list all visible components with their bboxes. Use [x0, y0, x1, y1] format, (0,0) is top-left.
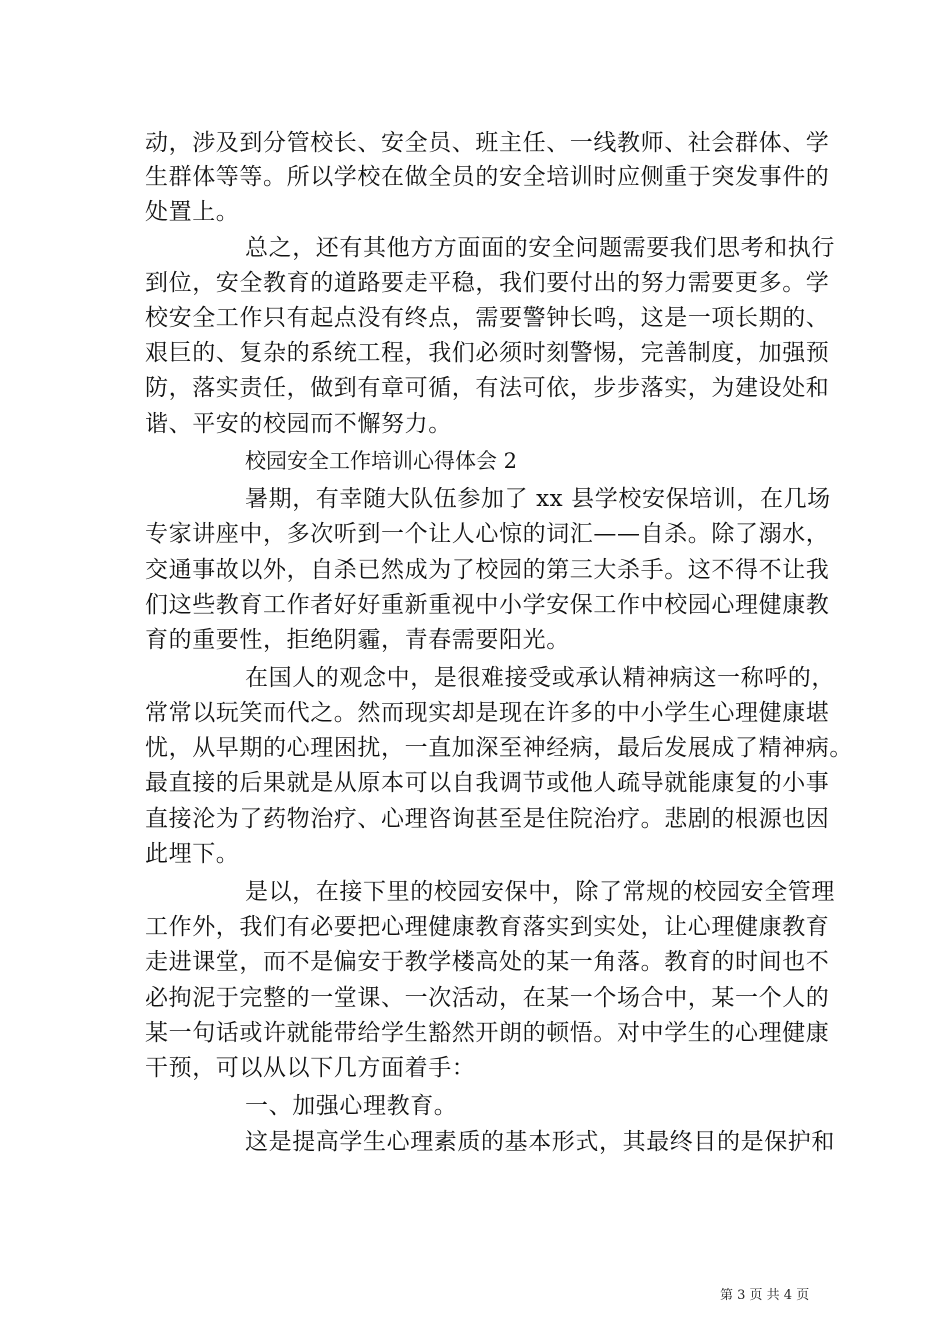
- body-text-line: 走进课堂，而不是偏安于教学楼高处的某一角落。教育的时间也不: [145, 949, 830, 975]
- body-text-line: 谐、平安的校园而不懈努力。: [145, 411, 452, 437]
- body-text-line: 校安全工作只有起点没有终点，需要警钟长鸣，这是一项长期的、: [145, 305, 830, 331]
- body-text-line: 工作外，我们有必要把心理健康教育落实到实处，让心理健康教育: [145, 914, 830, 940]
- body-text-line: 最直接的后果就是从原本可以自我调节或他人疏导就能康复的小事: [145, 770, 830, 796]
- paragraph-start-line: 总之，还有其他方方面面的安全问题需要我们思考和执行: [245, 235, 835, 261]
- body-text-line: 此埋下。: [145, 841, 240, 867]
- paragraph-start-line: 是以，在接下里的校园安保中，除了常规的校园安全管理: [245, 879, 835, 905]
- body-text-line: 某一句话或许就能带给学生豁然开朗的顿悟。对中学生的心理健康: [145, 1020, 830, 1046]
- section-heading: 校园安全工作培训心得体会 2: [245, 449, 518, 473]
- body-text-line: 干预，可以从以下几方面着手：: [145, 1055, 476, 1081]
- paragraph-start-line: 这是提高学生心理素质的基本形式，其最终目的是保护和: [245, 1129, 835, 1155]
- body-text-line: 防，落实责任，做到有章可循，有法可依，步步落实，为建设处和: [145, 375, 830, 401]
- list-item-heading: 一、加强心理教育。: [245, 1093, 458, 1119]
- body-text-line: 育的重要性，拒绝阴霾，青春需要阳光。: [145, 627, 570, 653]
- paragraph-start-line: 在国人的观念中，是很难接受或承认精神病这一称呼的，: [245, 665, 835, 691]
- body-text-line: 常常以玩笑而代之。然而现实却是现在许多的中小学生心理健康堪: [145, 700, 830, 726]
- body-text-line: 们这些教育工作者好好重新重视中小学安保工作中校园心理健康教: [145, 592, 830, 618]
- body-text-line: 忧，从早期的心理困扰，一直加深至神经病，最后发展成了精神病。: [145, 735, 853, 761]
- body-text-line: 生群体等等。所以学校在做全员的安全培训时应侧重于突发事件的: [145, 164, 830, 190]
- body-text-line: 到位，安全教育的道路要走平稳，我们要付出的努力需要更多。学: [145, 270, 830, 296]
- body-text-line: 交通事故以外，自杀已然成为了校园的第三大杀手。这不得不让我: [145, 557, 830, 583]
- body-text-line: 直接沦为了药物治疗、心理咨询甚至是住院治疗。悲剧的根源也因: [145, 806, 830, 832]
- page-number-footer: 第 3 页 共 4 页: [720, 1288, 810, 1303]
- body-text-line: 艰巨的、复杂的系统工程，我们必须时刻警惕，完善制度，加强预: [145, 340, 830, 366]
- paragraph-start-line: 暑期，有幸随大队伍参加了 xx 县学校安保培训，在几场: [245, 486, 831, 512]
- body-text-line: 必拘泥于完整的一堂课、一次活动，在某一个场合中，某一个人的: [145, 985, 830, 1011]
- body-text-line: 专家讲座中，多次听到一个让人心惊的词汇——自杀。除了溺水，: [145, 521, 830, 547]
- body-text-line: 动，涉及到分管校长、安全员、班主任、一线教师、社会群体、学: [145, 130, 830, 156]
- body-text-line: 处置上。: [145, 199, 240, 225]
